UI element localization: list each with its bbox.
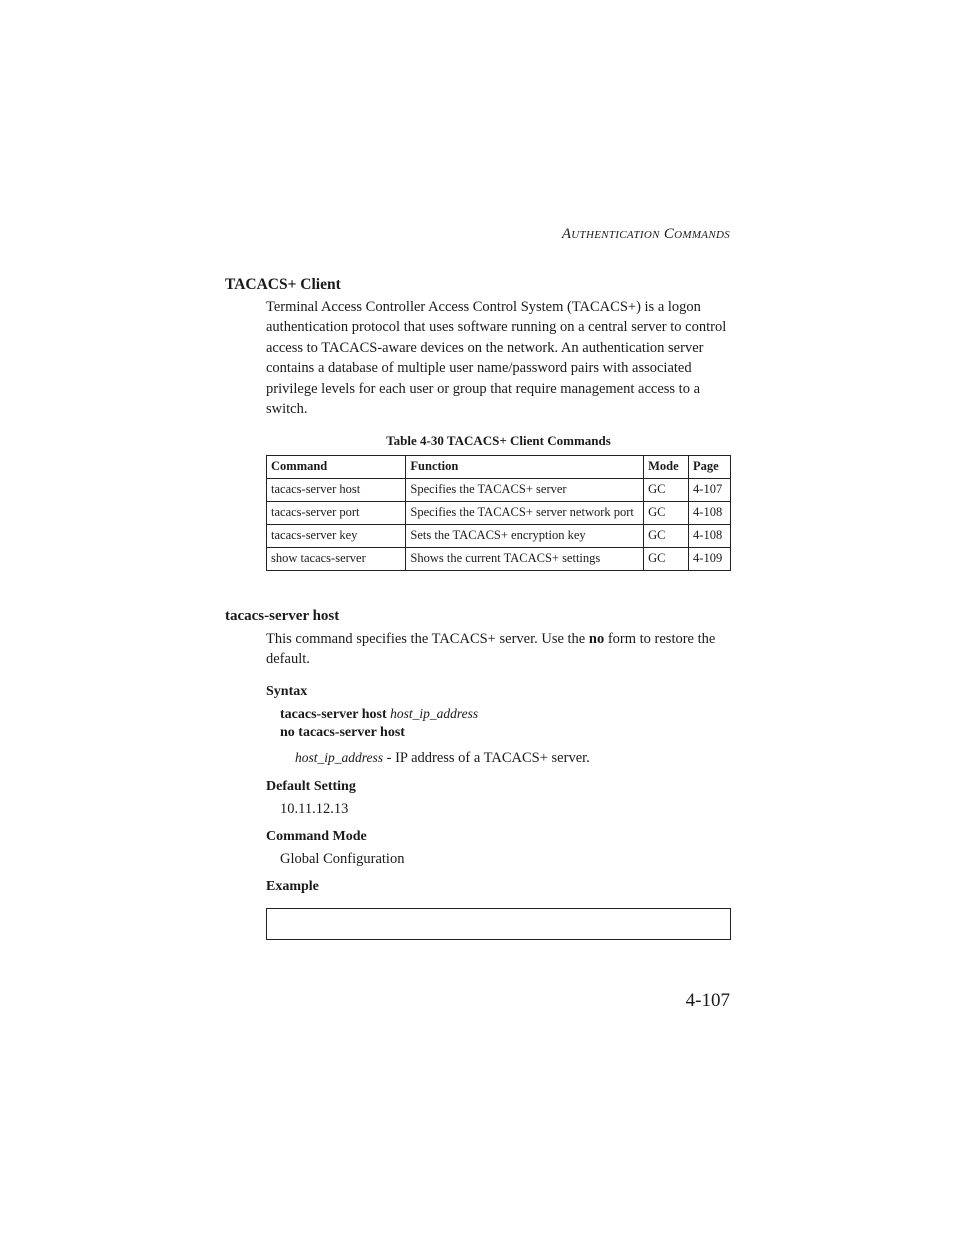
cell-command: tacacs-server host [267,479,406,502]
header-command: Command [267,456,406,479]
running-head-word: UTHENTICATION [571,229,660,241]
example-label: Example [266,879,319,894]
example-box [266,908,731,940]
cell-command: tacacs-server port [267,502,406,525]
running-head-word: OMMANDS [674,229,730,241]
table-header-row [267,456,731,479]
cell-function: Sets the TACACS+ encryption key [406,525,644,548]
cell-page: 4-107 [689,479,731,502]
table-row [267,502,731,525]
command-title: tacacs-server host [225,608,340,624]
commands-table [266,455,731,571]
default-setting-value: 10.11.12.13 [280,801,349,817]
table-row [267,525,731,548]
cell-page: 4-108 [689,502,731,525]
page-number: 4-107 [685,990,730,1011]
header-function: Function [406,456,644,479]
cell-function: Shows the current TACACS+ settings [406,548,644,571]
cell-mode: GC [644,525,689,548]
running-head [562,226,730,243]
syntax-label: Syntax [266,684,308,699]
syntax-argument: host_ip_address [390,706,479,721]
command-mode-value: Global Configuration [280,851,405,867]
running-head-initial: A [561,226,572,242]
no-keyword: no [588,631,605,647]
cell-command: tacacs-server key [267,525,406,548]
header-page: Page [689,456,731,479]
table-caption: Table 4-30 TACACS+ Client Commands [386,433,611,448]
command-description: This command specifies the TACACS+ server. Use the no form to restore the default. [266,631,716,668]
cell-mode: GC [644,502,689,525]
syntax-no-command: no tacacs-server host [280,725,405,740]
cell-mode: GC [644,479,689,502]
cell-command: show tacacs-server [267,548,406,571]
cell-mode: GC [644,548,689,571]
header-mode: Mode [644,456,689,479]
default-setting-label: Default Setting [266,779,356,794]
section-title: TACACS+ Client [225,276,341,293]
table-row [267,548,731,571]
parameter-description: host_ip_address - IP address of a TACACS+ server. [295,750,590,766]
cell-function: Specifies the TACACS+ server network port [406,502,644,525]
command-mode-label: Command Mode [266,829,367,844]
cell-function: Specifies the TACACS+ server [406,479,644,502]
syntax-command: tacacs-server host host_ip_address [280,706,479,722]
section-intro: Terminal Access Controller Access Control System (TACACS+) is a logon authentication protocol that uses software running on a central server to control access to TACACS-aware devices on the network. An authentication server contains a database of multiple user name/password pairs with associated privilege levels for each user or group that require management access to a switch. [266,299,727,418]
parameter-name: host_ip_address [295,750,384,765]
cell-page: 4-109 [689,548,731,571]
table-row [267,479,731,502]
running-head-initial: C [663,226,675,242]
cell-page: 4-108 [689,525,731,548]
